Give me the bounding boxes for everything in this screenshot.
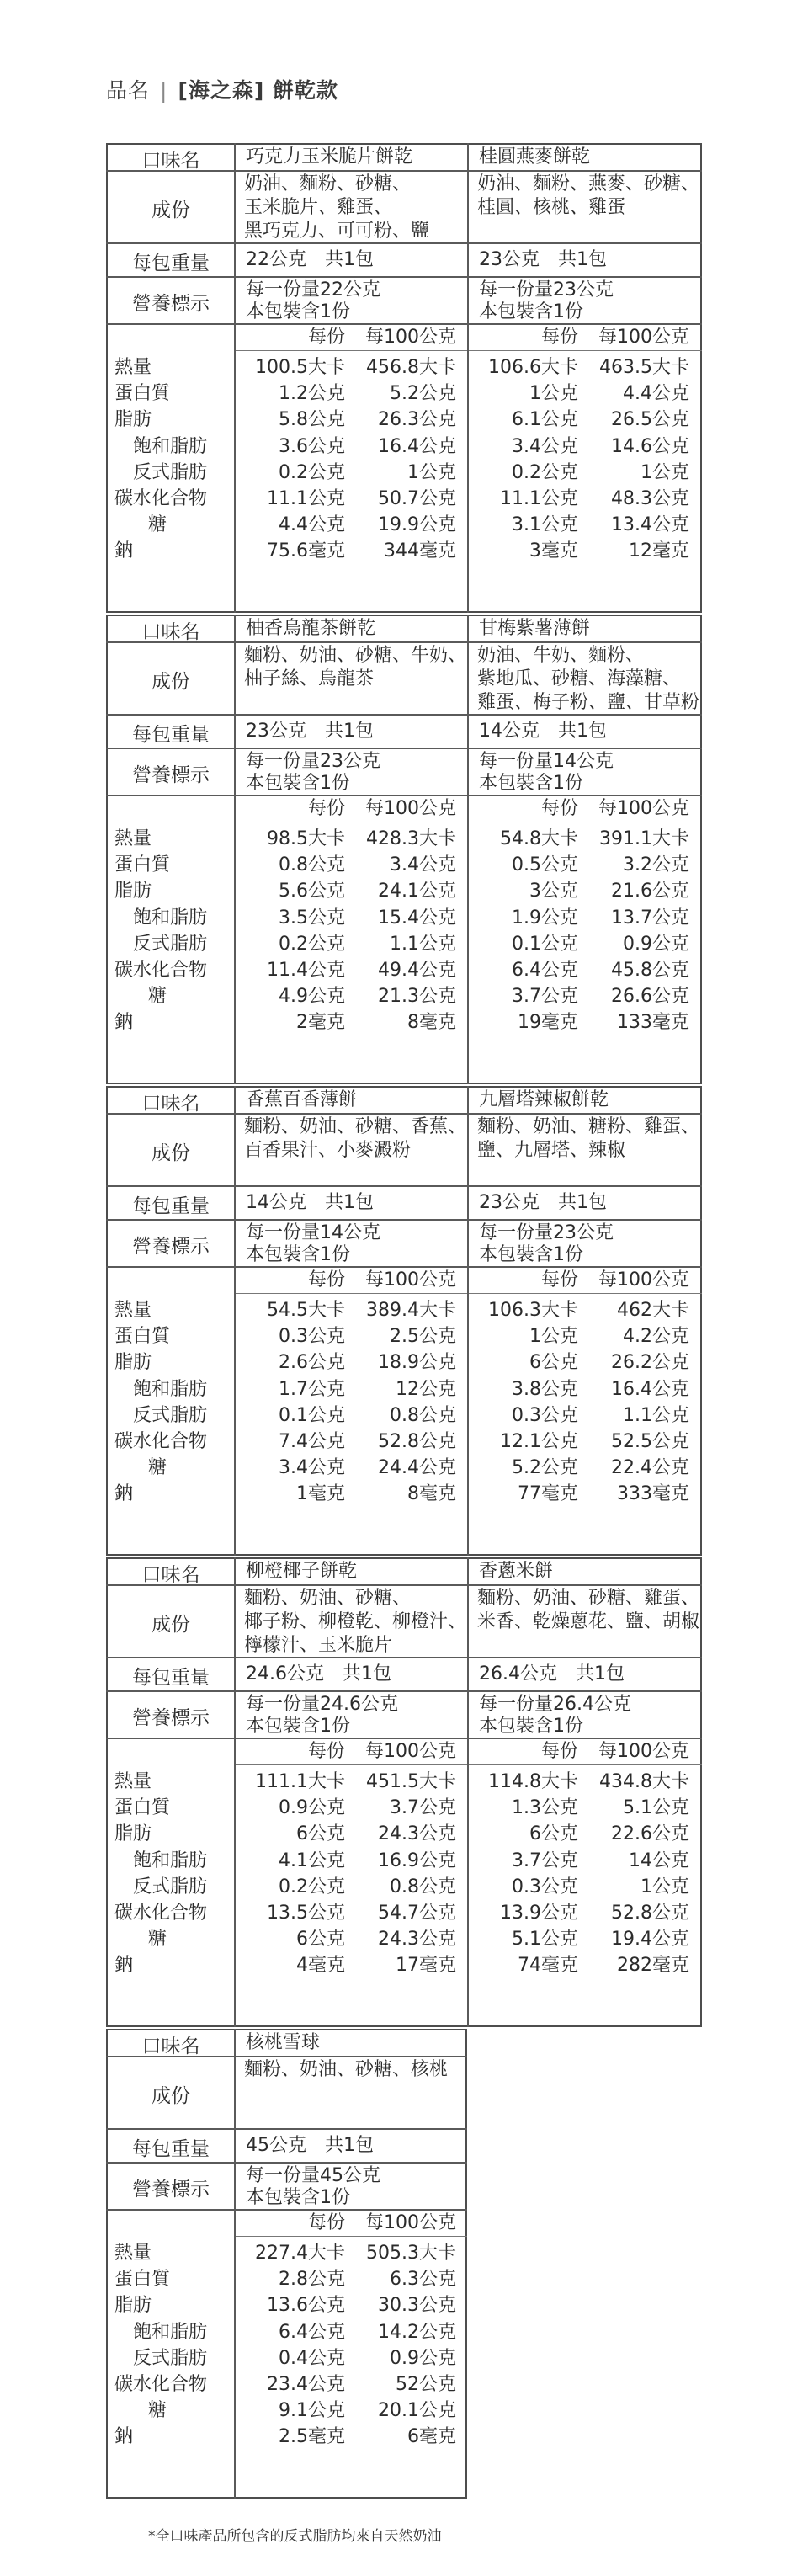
flavor-name: 柳橙椰子餅乾 [246, 1561, 358, 1582]
flavor-name: 核桃雪球 [246, 2032, 321, 2053]
flavor-name: 桂圓燕麥餅乾 [479, 146, 591, 168]
nutrient-value-per-serving: 98.5大卡 [267, 828, 345, 849]
servings-per-pack: 本包裝含1份 [479, 1716, 583, 1737]
nutrient-value-per-serving: 5.2公克 [512, 1457, 578, 1479]
label-ingredients: 成份 [152, 200, 190, 221]
col-divider [234, 1557, 236, 2027]
nutrient-value-per-serving: 13.5公克 [267, 1903, 345, 1924]
header-per-100g: 每100公克 [365, 327, 456, 348]
nutrient-value-per-serving: 6.4公克 [512, 960, 578, 981]
nutrient-value-per-serving: 54.8大卡 [500, 828, 578, 849]
ingredient-line: 檸檬汁、玉米脆片 [244, 1635, 393, 1656]
nutrient-value-per-100g: 6毫克 [407, 2426, 456, 2448]
nutrient-value-per-serving: 5.1公克 [512, 1929, 578, 1951]
label-weight: 每包重量 [132, 724, 210, 746]
ingredient-line: 麵粉、奶油、砂糖、核桃 [244, 2059, 449, 2080]
footnote: *全口味產品所包含的反式脂肪均來自天然奶油 [148, 2528, 442, 2545]
nutrient-value-per-100g: 12毫克 [629, 540, 689, 562]
nutrient-label: 蛋白質 [114, 1326, 171, 1348]
nutrient-value-per-serving: 5.8公克 [279, 409, 345, 431]
ingredient-line: 麵粉、奶油、砂糖、香蕉、 [244, 1116, 467, 1137]
nutrient-label: 反式脂肪 [133, 2347, 208, 2369]
nutrient-value-per-100g: 333毫克 [617, 1483, 689, 1505]
servings-per-pack: 本包裝含1份 [479, 1244, 583, 1265]
nutrient-label: 脂肪 [114, 2295, 152, 2317]
label-flavor: 口味名 [141, 621, 200, 643]
serving-size: 每一份量23公克 [479, 1222, 614, 1243]
nutrient-value-per-100g: 24.1公克 [378, 881, 456, 902]
header-per-100g: 每100公克 [365, 798, 456, 819]
nutrient-value-per-serving: 106.3大卡 [488, 1300, 578, 1321]
nutrient-value-per-serving: 75.6毫克 [267, 540, 345, 562]
nutrient-label: 熱量 [114, 1300, 152, 1321]
nutrient-value-per-serving: 2.8公克 [279, 2269, 345, 2291]
serving-size: 每一份量14公克 [246, 1222, 380, 1243]
nutrient-label: 反式脂肪 [133, 1404, 208, 1426]
ingredient-line: 奶油、麵粉、砂糖、 [244, 173, 412, 194]
weight-value: 24.6公克 共1包 [246, 1663, 391, 1685]
nutrient-value-per-serving: 3公克 [529, 881, 578, 902]
nutrient-label: 脂肪 [114, 1823, 152, 1845]
nutrient-label: 碳水化合物 [114, 960, 208, 981]
nutrient-value-per-serving: 4.4公克 [279, 514, 345, 536]
nutrient-value-per-100g: 3.2公克 [623, 854, 689, 876]
servings-per-pack: 本包裝含1份 [246, 773, 350, 794]
nutrient-value-per-100g: 30.3公克 [378, 2295, 456, 2317]
nutrient-value-per-100g: 22.6公克 [611, 1823, 689, 1845]
nutrient-label: 鈉 [114, 540, 134, 562]
weight-value: 22公克 共1包 [246, 249, 374, 270]
nutrient-value-per-serving: 6公克 [296, 1823, 345, 1845]
col-divider [234, 1086, 236, 1556]
nutrient-value-per-serving: 3毫克 [529, 540, 578, 562]
heading-label: 品名 [106, 78, 151, 103]
nutrient-value-per-100g: 344毫克 [384, 540, 456, 562]
label-flavor: 口味名 [141, 2036, 200, 2057]
nutrient-value-per-serving: 4.9公克 [279, 986, 345, 1008]
nutrient-value-per-serving: 23.4公克 [267, 2374, 345, 2395]
nutrient-value-per-100g: 391.1大卡 [599, 828, 689, 849]
nutrient-value-per-serving: 13.6公克 [267, 2295, 345, 2317]
nutrient-value-per-serving: 1.7公克 [279, 1378, 345, 1400]
nutrient-value-per-100g: 451.5大卡 [366, 1771, 456, 1792]
ingredient-line: 麵粉、奶油、糖粉、雞蛋、 [477, 1116, 700, 1137]
nutrient-value-per-serving: 0.1公克 [279, 1404, 345, 1426]
nutrient-value-per-serving: 0.8公克 [279, 854, 345, 876]
nutrient-value-per-serving: 100.5大卡 [255, 357, 345, 378]
nutrient-value-per-100g: 1.1公克 [390, 933, 456, 955]
nutrient-value-per-serving: 4毫克 [296, 1955, 345, 1977]
nutrient-value-per-100g: 26.5公克 [611, 409, 689, 431]
label-weight: 每包重量 [132, 2138, 210, 2160]
header-per-serving: 每份 [540, 1741, 578, 1762]
nutrient-label: 糖 [148, 514, 167, 536]
nutrient-label: 熱量 [114, 828, 152, 849]
flavor-name: 柚香烏龍茶餅乾 [246, 618, 376, 639]
nutrient-value-per-100g: 52公克 [396, 2374, 456, 2395]
serving-size: 每一份量24.6公克 [246, 1694, 398, 1715]
ingredient-line: 紫地瓜、砂糖、海藻糖、 [477, 668, 682, 689]
nutrient-label: 蛋白質 [114, 383, 171, 405]
serving-size: 每一份量22公克 [246, 279, 380, 301]
nutrient-value-per-serving: 5.6公克 [279, 881, 345, 902]
col-divider [467, 1086, 469, 1556]
nutrient-value-per-100g: 16.4公克 [378, 435, 456, 457]
nutrient-label: 鈉 [114, 1483, 134, 1505]
nutrient-value-per-serving: 1公克 [529, 1326, 578, 1348]
nutrient-label: 鈉 [114, 2426, 134, 2448]
label-weight: 每包重量 [132, 1667, 210, 1689]
nutrient-value-per-100g: 456.8大卡 [366, 357, 456, 378]
label-flavor: 口味名 [141, 1564, 200, 1586]
servings-per-pack: 本包裝含1份 [246, 2187, 350, 2208]
nutrient-value-per-100g: 26.6公克 [611, 986, 689, 1008]
nutrient-value-per-100g: 21.3公克 [378, 986, 456, 1008]
nutrient-value-per-100g: 133毫克 [617, 1012, 689, 1034]
nutrient-value-per-serving: 0.4公克 [279, 2347, 345, 2369]
nutrient-value-per-100g: 14.6公克 [611, 435, 689, 457]
flavor-name: 香蔥米餅 [479, 1561, 554, 1582]
nutrient-value-per-100g: 13.7公克 [611, 907, 689, 929]
ingredient-line: 百香果汁、小麥澱粉 [244, 1140, 412, 1161]
nutrient-value-per-serving: 0.5公克 [512, 854, 578, 876]
nutrient-value-per-serving: 227.4大卡 [255, 2243, 345, 2264]
label-ingredients: 成份 [152, 1142, 190, 1164]
nutrient-value-per-100g: 17毫克 [396, 1955, 456, 1977]
nutrient-value-per-serving: 13.9公克 [500, 1903, 578, 1924]
ingredient-line: 麵粉、奶油、砂糖、 [244, 1588, 412, 1609]
nutrient-value-per-serving: 0.1公克 [512, 933, 578, 955]
nutrient-value-per-serving: 11.1公克 [267, 488, 345, 509]
nutrient-value-per-serving: 74毫克 [518, 1955, 578, 1977]
nutrient-value-per-100g: 12公克 [396, 1378, 456, 1400]
nutrient-value-per-serving: 3.7公克 [512, 1850, 578, 1871]
nutrient-value-per-serving: 0.2公克 [512, 461, 578, 483]
nutrient-value-per-serving: 6公克 [296, 1929, 345, 1951]
ingredient-line: 玉米脆片、雞蛋、 [244, 197, 393, 218]
nutrient-value-per-100g: 1公克 [641, 461, 689, 483]
nutrient-label: 脂肪 [114, 881, 152, 902]
nutrient-label: 熱量 [114, 2243, 152, 2264]
nutrient-label: 脂肪 [114, 409, 152, 431]
label-flavor: 口味名 [141, 1093, 200, 1115]
nutrient-value-per-100g: 14.2公克 [378, 2321, 456, 2343]
nutrient-value-per-100g: 50.7公克 [378, 488, 456, 509]
nutrient-value-per-serving: 0.3公克 [512, 1876, 578, 1897]
nutrient-value-per-100g: 5.2公克 [390, 383, 456, 405]
ingredient-line: 奶油、麵粉、燕麥、砂糖、 [477, 173, 700, 194]
nutrient-value-per-serving: 11.4公克 [267, 960, 345, 981]
nutrient-value-per-100g: 389.4大卡 [366, 1300, 456, 1321]
header-per-100g: 每100公克 [365, 1741, 456, 1762]
row-divider [106, 1657, 702, 1658]
col-divider [467, 143, 469, 613]
nutrient-value-per-serving: 7.4公克 [279, 1431, 345, 1452]
ingredient-line: 柚子絲、烏龍茶 [244, 668, 375, 689]
nutrient-value-per-serving: 2.5毫克 [279, 2426, 345, 2448]
nutrient-label: 糖 [148, 1457, 167, 1479]
header-per-100g: 每100公克 [598, 1741, 689, 1762]
nutrient-value-per-serving: 111.1大卡 [255, 1771, 345, 1792]
nutrient-value-per-100g: 1公克 [407, 461, 456, 483]
ingredient-line: 麵粉、奶油、砂糖、雞蛋、 [477, 1588, 700, 1609]
label-nutrition: 營養標示 [132, 2179, 210, 2201]
nutrient-value-per-serving: 3.1公克 [512, 514, 578, 536]
nutrient-value-per-100g: 0.8公克 [390, 1404, 456, 1426]
nutrient-value-per-100g: 15.4公克 [378, 907, 456, 929]
header-per-100g: 每100公克 [598, 327, 689, 348]
nutrient-value-per-100g: 6.3公克 [390, 2269, 456, 2291]
nutrient-label: 反式脂肪 [133, 461, 208, 483]
nutrient-value-per-serving: 106.6大卡 [488, 357, 578, 378]
nutrient-value-per-serving: 1.9公克 [512, 907, 578, 929]
weight-value: 23公克 共1包 [246, 721, 374, 742]
product-line-name: [海之森] 餅乾款 [178, 78, 339, 103]
nutrient-label: 碳水化合物 [114, 1431, 208, 1452]
nutrient-value-per-serving: 0.3公克 [279, 1326, 345, 1348]
nutrient-value-per-100g: 26.2公克 [611, 1352, 689, 1374]
nutrient-value-per-100g: 24.3公克 [378, 1929, 456, 1951]
nutrient-label: 鈉 [114, 1955, 134, 1977]
flavor-name: 香蕉百香薄餅 [246, 1089, 358, 1110]
serving-size: 每一份量26.4公克 [479, 1694, 631, 1715]
nutrient-label: 飽和脂肪 [133, 907, 208, 929]
nutrient-value-per-100g: 2.5公克 [390, 1326, 456, 1348]
nutrient-value-per-100g: 3.7公克 [390, 1797, 456, 1819]
serving-size: 每一份量23公克 [479, 279, 614, 301]
header-per-100g: 每100公克 [365, 1269, 456, 1291]
nutrient-value-per-serving: 1公克 [529, 383, 578, 405]
nutrient-value-per-serving: 6公克 [529, 1352, 578, 1374]
weight-value: 26.4公克 共1包 [479, 1663, 625, 1685]
servings-per-pack: 本包裝含1份 [246, 301, 350, 322]
flavor-name: 甘梅紫薯薄餅 [479, 618, 591, 639]
nutrient-value-per-100g: 1.1公克 [623, 1404, 689, 1426]
nutrient-value-per-serving: 3.7公克 [512, 986, 578, 1008]
nutrient-value-per-100g: 505.3大卡 [366, 2243, 456, 2264]
header-per-serving: 每份 [307, 2212, 345, 2233]
nutrient-value-per-100g: 18.9公克 [378, 1352, 456, 1374]
nutrient-value-per-100g: 26.3公克 [378, 409, 456, 431]
nutrient-value-per-100g: 8毫克 [407, 1012, 456, 1034]
nutrient-label: 飽和脂肪 [133, 435, 208, 457]
header-per-serving: 每份 [540, 327, 578, 348]
nutrient-value-per-serving: 4.1公克 [279, 1850, 345, 1871]
header-per-serving: 每份 [307, 1269, 345, 1291]
nutrient-value-per-serving: 0.9公克 [279, 1797, 345, 1819]
nutrient-label: 脂肪 [114, 1352, 152, 1374]
nutrient-value-per-100g: 434.8大卡 [599, 1771, 689, 1792]
header-per-serving: 每份 [540, 798, 578, 819]
label-ingredients: 成份 [152, 1614, 190, 1636]
nutrient-value-per-serving: 114.8大卡 [488, 1771, 578, 1792]
serving-size: 每一份量14公克 [479, 751, 614, 772]
nutrient-value-per-100g: 16.4公克 [611, 1378, 689, 1400]
nutrient-value-per-serving: 6.4公克 [279, 2321, 345, 2343]
nutrient-value-per-100g: 0.9公克 [390, 2347, 456, 2369]
ingredient-line: 椰子粉、柳橙乾、柳橙汁、 [244, 1611, 467, 1632]
flavor-name: 九層塔辣椒餅乾 [479, 1089, 609, 1110]
ingredient-line: 鹽、九層塔、辣椒 [477, 1140, 626, 1161]
nutrient-label: 反式脂肪 [133, 933, 208, 955]
nutrient-value-per-serving: 1.2公克 [279, 383, 345, 405]
label-nutrition: 營養標示 [132, 1236, 210, 1258]
nutrient-value-per-100g: 13.4公克 [611, 514, 689, 536]
nutrient-label: 飽和脂肪 [133, 1850, 208, 1871]
nutrient-value-per-serving: 3.5公克 [279, 907, 345, 929]
col-divider [467, 1557, 469, 2027]
weight-value: 45公克 共1包 [246, 2135, 374, 2156]
nutrient-value-per-serving: 0.2公克 [279, 1876, 345, 1897]
nutrient-value-per-100g: 48.3公克 [611, 488, 689, 509]
nutrient-value-per-100g: 24.3公克 [378, 1823, 456, 1845]
nutrient-value-per-100g: 24.4公克 [378, 1457, 456, 1479]
nutrient-value-per-100g: 21.6公克 [611, 881, 689, 902]
nutrient-value-per-serving: 2.6公克 [279, 1352, 345, 1374]
nutrient-value-per-serving: 54.5大卡 [267, 1300, 345, 1321]
nutrient-value-per-100g: 49.4公克 [378, 960, 456, 981]
nutrient-value-per-100g: 22.4公克 [611, 1457, 689, 1479]
weight-value: 14公克 共1包 [246, 1192, 374, 1213]
nutrient-value-per-100g: 463.5大卡 [599, 357, 689, 378]
header-per-serving: 每份 [307, 798, 345, 819]
nutrient-value-per-100g: 5.1公克 [623, 1797, 689, 1819]
nutrient-value-per-100g: 8毫克 [407, 1483, 456, 1505]
nutrient-value-per-100g: 428.3大卡 [366, 828, 456, 849]
nutrient-value-per-100g: 3.4公克 [390, 854, 456, 876]
nutrient-value-per-serving: 6公克 [529, 1823, 578, 1845]
nutrient-label: 反式脂肪 [133, 1876, 208, 1897]
nutrient-value-per-serving: 77毫克 [518, 1483, 578, 1505]
servings-per-pack: 本包裝含1份 [246, 1716, 350, 1737]
nutrient-value-per-serving: 1毫克 [296, 1483, 345, 1505]
nutrient-value-per-serving: 3.6公克 [279, 435, 345, 457]
label-ingredients: 成份 [152, 2085, 190, 2107]
nutrient-label: 蛋白質 [114, 2269, 171, 2291]
nutrient-value-per-100g: 52.8公克 [611, 1903, 689, 1924]
nutrient-value-per-serving: 0.2公克 [279, 461, 345, 483]
col-divider [234, 615, 236, 1084]
header-per-serving: 每份 [540, 1269, 578, 1291]
nutrient-label: 碳水化合物 [114, 488, 208, 509]
nutrient-value-per-100g: 14公克 [629, 1850, 689, 1871]
nutrient-label: 糖 [148, 2400, 167, 2422]
col-divider [234, 2029, 236, 2499]
nutrient-value-per-serving: 0.3公克 [512, 1404, 578, 1426]
label-ingredients: 成份 [152, 671, 190, 693]
servings-per-pack: 本包裝含1份 [246, 1244, 350, 1265]
row-divider [106, 2128, 467, 2130]
ingredient-line: 桂圓、核桃、雞蛋 [477, 197, 626, 218]
nutrient-value-per-serving: 2毫克 [296, 1012, 345, 1034]
weight-value: 14公克 共1包 [479, 721, 607, 742]
nutrient-value-per-serving: 3.8公克 [512, 1378, 578, 1400]
nutrient-value-per-100g: 282毫克 [617, 1955, 689, 1977]
row-divider [106, 1185, 702, 1187]
nutrient-label: 糖 [148, 1929, 167, 1951]
ingredient-line: 奶油、牛奶、麵粉、 [477, 645, 645, 666]
nutrient-value-per-serving: 9.1公克 [279, 2400, 345, 2422]
label-flavor: 口味名 [141, 150, 200, 172]
nutrient-label: 糖 [148, 986, 167, 1008]
weight-value: 23公克 共1包 [479, 1192, 607, 1213]
nutrient-label: 碳水化合物 [114, 2374, 208, 2395]
header-per-100g: 每100公克 [365, 2212, 456, 2233]
serving-size: 每一份量45公克 [246, 2165, 380, 2186]
nutrient-value-per-100g: 16.9公克 [378, 1850, 456, 1871]
heading-separator: | [160, 78, 168, 103]
nutrient-value-per-serving: 0.2公克 [279, 933, 345, 955]
nutrient-value-per-100g: 45.8公克 [611, 960, 689, 981]
nutrient-value-per-serving: 11.1公克 [500, 488, 578, 509]
servings-per-pack: 本包裝含1份 [479, 773, 583, 794]
serving-size: 每一份量23公克 [246, 751, 380, 772]
nutrient-value-per-100g: 462大卡 [617, 1300, 689, 1321]
nutrient-value-per-100g: 4.4公克 [623, 383, 689, 405]
nutrient-value-per-serving: 19毫克 [518, 1012, 578, 1034]
nutrient-label: 蛋白質 [114, 1797, 171, 1819]
nutrient-value-per-serving: 3.4公克 [279, 1457, 345, 1479]
nutrient-value-per-100g: 4.2公克 [623, 1326, 689, 1348]
flavor-name: 巧克力玉米脆片餅乾 [246, 146, 413, 168]
header-per-100g: 每100公克 [598, 1269, 689, 1291]
header-per-serving: 每份 [307, 1741, 345, 1762]
nutrient-value-per-serving: 6.1公克 [512, 409, 578, 431]
nutrient-label: 飽和脂肪 [133, 1378, 208, 1400]
nutrient-label: 熱量 [114, 357, 152, 378]
nutrient-value-per-100g: 1公克 [641, 1876, 689, 1897]
nutrient-value-per-100g: 0.8公克 [390, 1876, 456, 1897]
nutrient-value-per-serving: 1.3公克 [512, 1797, 578, 1819]
nutrient-value-per-100g: 20.1公克 [378, 2400, 456, 2422]
nutrient-value-per-serving: 3.4公克 [512, 435, 578, 457]
nutrient-label: 蛋白質 [114, 854, 171, 876]
servings-per-pack: 本包裝含1份 [479, 301, 583, 322]
nutrient-value-per-100g: 0.9公克 [623, 933, 689, 955]
weight-value: 23公克 共1包 [479, 249, 607, 270]
nutrient-value-per-serving: 12.1公克 [500, 1431, 578, 1452]
label-nutrition: 營養標示 [132, 1707, 210, 1729]
label-weight: 每包重量 [132, 253, 210, 274]
ingredient-line: 黑巧克力、可可粉、鹽 [244, 221, 430, 242]
nutrient-label: 碳水化合物 [114, 1903, 208, 1924]
ingredient-line: 米香、乾燥蔥花、鹽、胡椒 [477, 1611, 700, 1632]
col-divider [234, 143, 236, 613]
ingredient-line: 麵粉、奶油、砂糖、牛奶、 [244, 645, 467, 666]
nutrient-value-per-100g: 19.4公克 [611, 1929, 689, 1951]
nutrient-label: 飽和脂肪 [133, 2321, 208, 2343]
nutrient-value-per-100g: 52.8公克 [378, 1431, 456, 1452]
nutrient-value-per-100g: 19.9公克 [378, 514, 456, 536]
nutrient-label: 鈉 [114, 1012, 134, 1034]
col-divider [467, 615, 469, 1084]
header-per-100g: 每100公克 [598, 798, 689, 819]
header-per-serving: 每份 [307, 327, 345, 348]
label-nutrition: 營養標示 [132, 293, 210, 315]
nutrient-label: 熱量 [114, 1771, 152, 1792]
nutrient-value-per-100g: 52.5公克 [611, 1431, 689, 1452]
label-weight: 每包重量 [132, 1195, 210, 1217]
label-nutrition: 營養標示 [132, 764, 210, 786]
nutrient-value-per-100g: 54.7公克 [378, 1903, 456, 1924]
ingredient-line: 雞蛋、梅子粉、鹽、甘草粉 [477, 692, 700, 713]
row-divider-thin [234, 2236, 467, 2237]
